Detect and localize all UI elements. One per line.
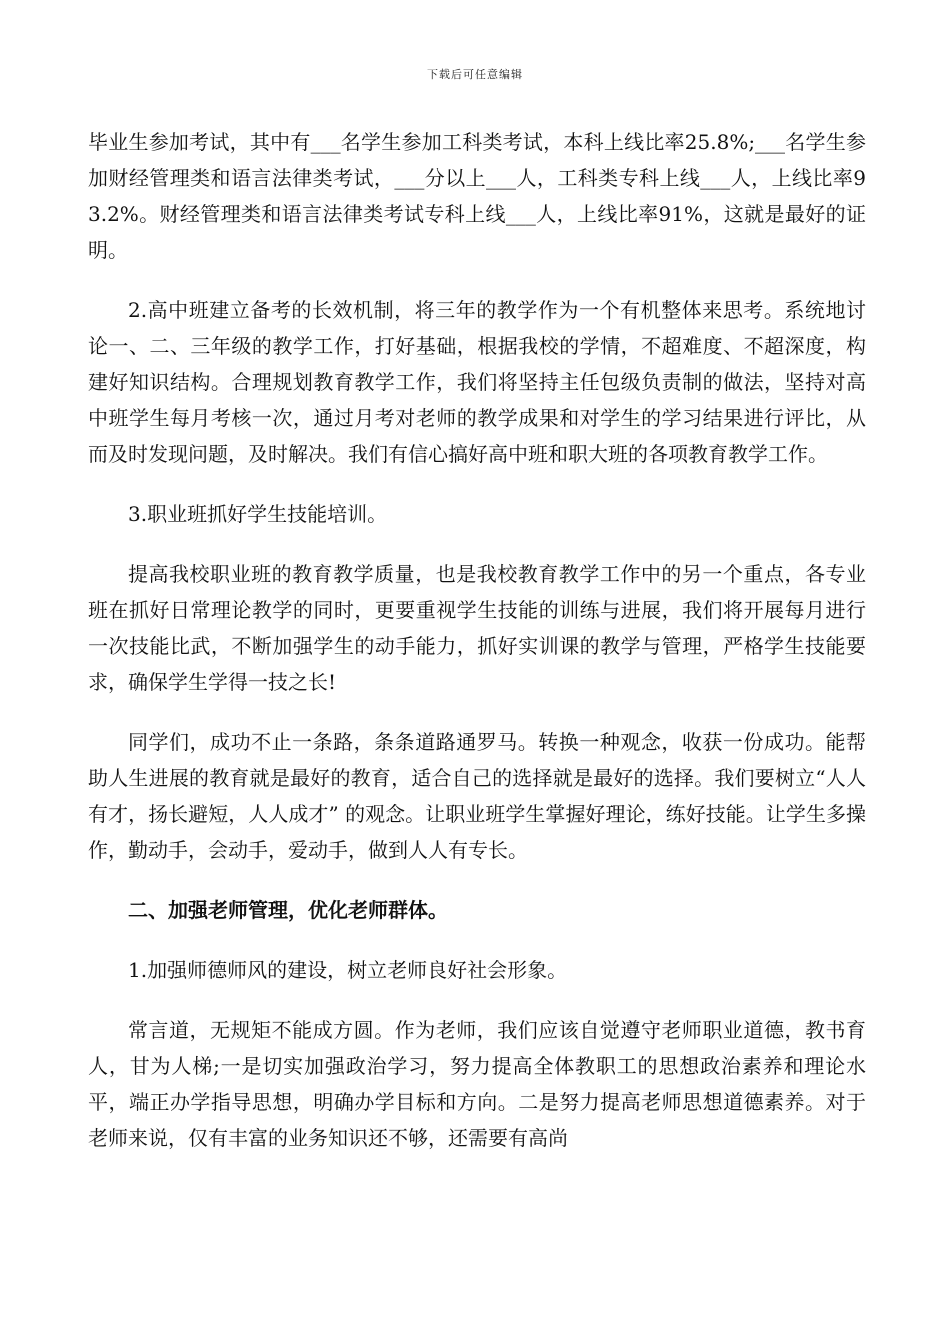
paragraph-ethics-body: 常言道，无规矩不能成方圆。作为老师，我们应该自觉遵守老师职业道德，教书育人，甘为人梯;一是切实加强政治学习，努力提高全体教职工的思想政治素养和理论水平，端正办学指导思想，明确办学目标和方向。二是努力提高老师思想道德素养。对于老师来说，仅有丰富的业务知识还不够，还需要有高尚 — [88, 1018, 866, 1150]
page-header: 下载后可任意编辑 — [427, 68, 523, 81]
section-heading-teacher-management: 二、加强老师管理，优化老师群体。 — [128, 898, 448, 922]
paragraph-vocational-training-heading: 3.职业班抓好学生技能培训。 — [128, 502, 388, 526]
paragraph-vocational-quality: 提高我校职业班的教育教学质量，也是我校教育教学工作中的另一个重点，各专业班在抓好日常理论教学的同时，更要重视学生技能的训练与进展，我们将开展每月进行一次技能比武，不断加强学生的动手能力，抓好实训课的教学与管理，严格学生技能要求，确保学生学得一技之长! — [88, 562, 866, 694]
paragraph-high-school-mechanism: 2.高中班建立备考的长效机制，将三年的教学作为一个有机整体来思考。系统地讨论一、二、三年级的教学工作，打好基础，根据我校的学情，不超难度、不超深度，构建好知识结构。合理规划教育教学工作，我们将坚持主任包级负责制的做法，坚持对高中班学生每月考核一次，通过月考对老师的教学成果和对学生的学习结果进行评比，从而及时发现问题，及时解决。我们有信心搞好高中班和职大班的各项教育教学工作。 — [88, 298, 866, 466]
paragraph-ethics-heading: 1.加强师德师风的建设，树立老师良好社会形象。 — [128, 958, 568, 982]
paragraph-exam-results: 毕业生参加考试，其中有___名学生参加工科类考试，本科上线比率25.8%;___名学生参加财经管理类和语言法律类考试，___分以上___人，工科类专科上线___人，上线比率93.2%。财经管理类和语言法律类考试专科上线___人，上线比率91%，这就是最好的证明。 — [88, 130, 866, 262]
paragraph-students-success: 同学们，成功不止一条路，条条道路通罗马。转换一种观念，收获一份成功。能帮助人生进展的教育就是最好的教育，适合自己的选择就是最好的选择。我们要树立“人人有才，扬长避短，人人成才” 的观念。让职业班学生掌握好理论，练好技能。让学生多操作，勤动手，会动手，爱动手，做到人人有专长。 — [88, 730, 866, 862]
document-body — [88, 124, 866, 1156]
